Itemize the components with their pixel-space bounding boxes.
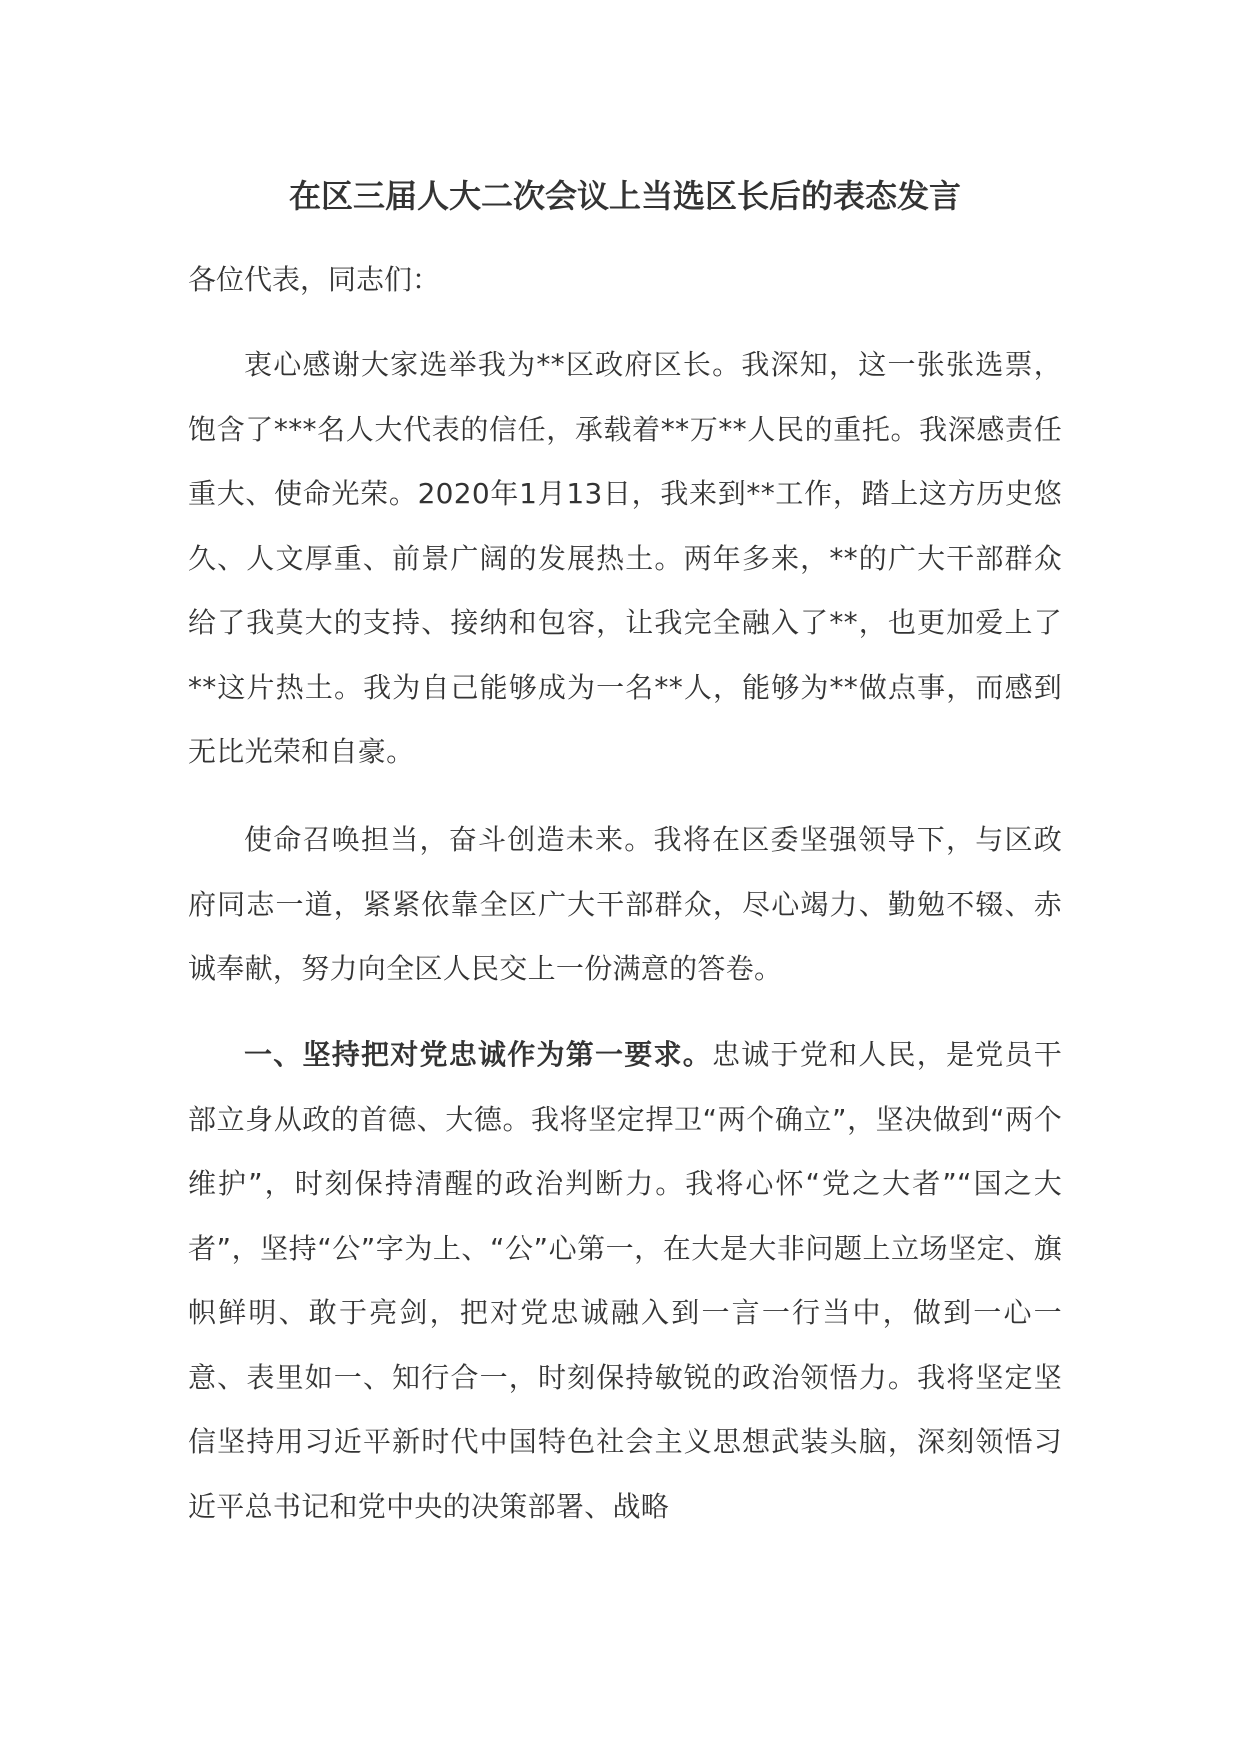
- paragraph-2: [188, 808, 1062, 1002]
- paragraph-1-text: 衷心感谢大家选举我为**区政府区长。我深知，这一张张选票，饱含了***名人大代表的信任，承载着**万**人民的重托。我深感责任重大、使命光荣。2020年1月13日，我来到**工作，踏上这方历史悠久、人文厚重、前景广阔的发展热土。两年多来，**的广大干部群众给了我莫大的支持、接纳和包容，让我完全融入了**，也更加爱上了**这片热土。我为自己能够成为一名**人，能够为**做点事，而感到无比光荣和自豪。: [188, 348, 1062, 768]
- paragraph-3-text: 忠诚于党和人民，是党员干部立身从政的首德、大德。我将坚定捍卫“两个确立”，坚决做到“两个维护”，时刻保持清醒的政治判断力。我将心怀“党之大者”“国之大者”，坚持“公”字为上、“公”心第一，在大是大非问题上立场坚定、旗帜鲜明、敢于亮剑，把对党忠诚融入到一言一行当中，做到一心一意、表里如一、知行合一，时刻保持敏锐的政治领悟力。我将坚定坚信坚持用习近平新时代中国特色社会主义思想武装头脑，深刻领悟习近平总书记和党中央的决策部署、战略: [188, 1038, 1062, 1523]
- paragraph-3: [188, 1023, 1062, 1539]
- document-title: 在区三届人大二次会议上当选区长后的表态发言: [288, 177, 961, 215]
- paragraph-1: [188, 333, 1062, 785]
- salutation: 各位代表，同志们：: [188, 263, 441, 296]
- section-heading: 一、坚持把对党忠诚作为第一要求。: [244, 1038, 712, 1071]
- paragraph-2-text: 使命召唤担当，奋斗创造未来。我将在区委坚强领导下，与区政府同志一道，紧紧依靠全区广大干部群众，尽心竭力、勤勉不辍、赤诚奉献，努力向全区人民交上一份满意的答卷。: [188, 823, 1062, 985]
